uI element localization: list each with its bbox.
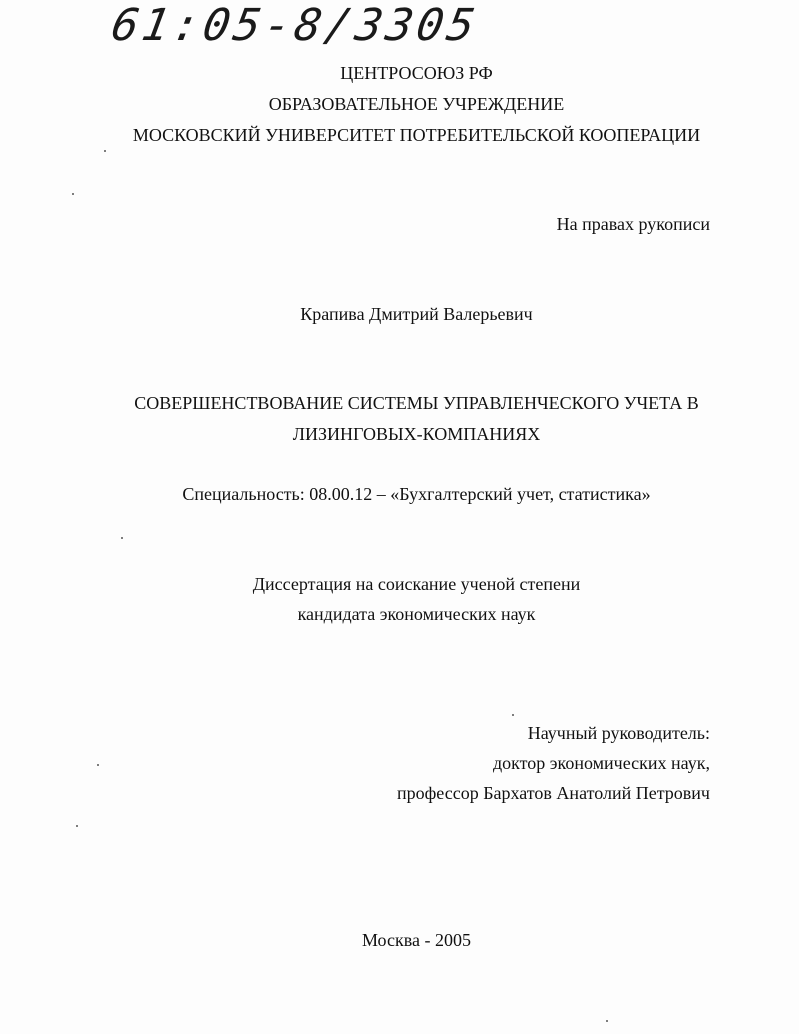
institution-line-2: ОБРАЗОВАТЕЛЬНОЕ УЧРЕЖДЕНИЕ: [268, 94, 565, 114]
manuscript-rights-note: На правах рукописи: [556, 214, 710, 234]
scan-speck: [104, 150, 106, 152]
scan-speck: [76, 825, 78, 827]
scan-speck: [72, 193, 74, 195]
city-year: Москва - 2005: [362, 930, 471, 950]
specialty: Специальность: 08.00.12 – «Бухгалтерский учет, статистика»: [182, 484, 651, 504]
handwritten-archive-number: 61:05-8/3305: [107, 0, 483, 51]
scan-speck: [121, 537, 123, 539]
title-line-1: СОВЕРШЕНСТВОВАНИЕ СИСТЕМЫ УПРАВЛЕНЧЕСКОГО УЧЕТА В: [134, 393, 699, 413]
supervisor-label: Научный руководитель:: [527, 723, 710, 743]
supervisor-degree: доктор экономических наук,: [493, 753, 710, 773]
institution-line-1: ЦЕНТРОСОЮЗ РФ: [340, 63, 493, 83]
degree-line-2: кандидата экономических наук: [297, 604, 536, 624]
degree-line-1: Диссертация на соискание ученой степени: [252, 574, 581, 594]
supervisor-name: профессор Бархатов Анатолий Петрович: [396, 783, 710, 803]
author-name: Крапива Дмитрий Валерьевич: [300, 304, 533, 324]
scan-speck: [512, 714, 514, 716]
title-line-2: ЛИЗИНГОВЫХ-КОМПАНИЯХ: [292, 424, 541, 444]
scan-speck: [606, 1020, 608, 1022]
institution-line-3: МОСКОВСКИЙ УНИВЕРСИТЕТ ПОТРЕБИТЕЛЬСКОЙ КООПЕРАЦИИ: [132, 125, 701, 145]
scan-speck: [97, 764, 99, 766]
